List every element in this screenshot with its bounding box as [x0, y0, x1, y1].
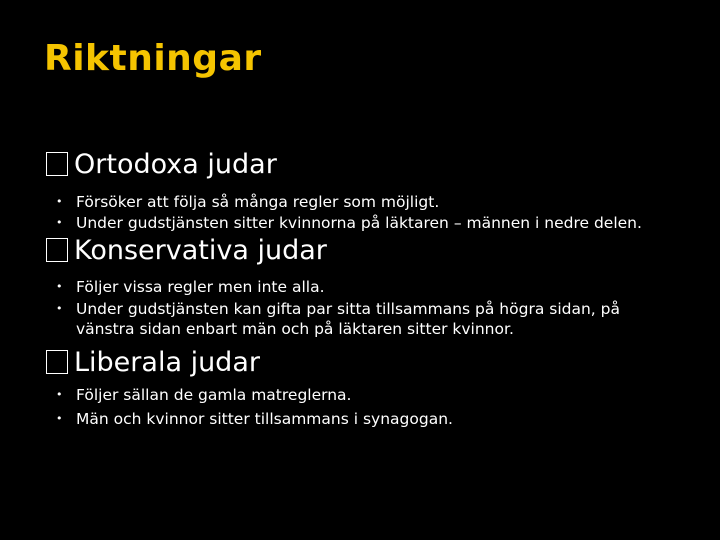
bullet-icon: •: [56, 412, 63, 425]
slide-body: [0, 112, 720, 540]
section-heading-label: Konservativa judar: [74, 235, 327, 266]
list-item: [56, 409, 676, 429]
list-item: [56, 213, 676, 233]
list-item: [56, 192, 676, 212]
bullet-icon: •: [56, 302, 63, 315]
section-heading-konservativa: [46, 236, 327, 266]
list-item: [56, 299, 676, 339]
list-item-text: Män och kvinnor sitter tillsammans i synagogan.: [76, 410, 453, 428]
list-item-text: Följer vissa regler men inte alla.: [76, 278, 325, 296]
missing-glyph-icon: [46, 238, 68, 262]
bullet-icon: •: [56, 195, 63, 208]
bullet-icon: •: [56, 280, 63, 293]
list-item: [56, 385, 676, 405]
title-bar: [0, 0, 720, 112]
bullet-icon: •: [56, 216, 63, 229]
missing-glyph-icon: [46, 152, 68, 176]
section-heading-label: Liberala judar: [74, 347, 260, 378]
list-item: [56, 277, 676, 297]
slide-title: Riktningar: [44, 38, 262, 79]
bullet-icon: •: [56, 388, 63, 401]
list-item-text: Under gudstjänsten sitter kvinnorna på läktaren – männen i nedre delen.: [76, 214, 642, 232]
list-item-text: Försöker att följa så många regler som möjligt.: [76, 193, 440, 211]
section-heading-ortodoxa: [46, 150, 277, 180]
missing-glyph-icon: [46, 350, 68, 374]
section-heading-label: Ortodoxa judar: [74, 149, 277, 180]
list-item-text: Under gudstjänsten kan gifta par sitta tillsammans på högra sidan, på vänstra sidan enbart män och på läktaren sitter kvinnor.: [76, 300, 620, 338]
list-item-text: Följer sällan de gamla matreglerna.: [76, 386, 352, 404]
section-heading-liberala: [46, 348, 260, 378]
